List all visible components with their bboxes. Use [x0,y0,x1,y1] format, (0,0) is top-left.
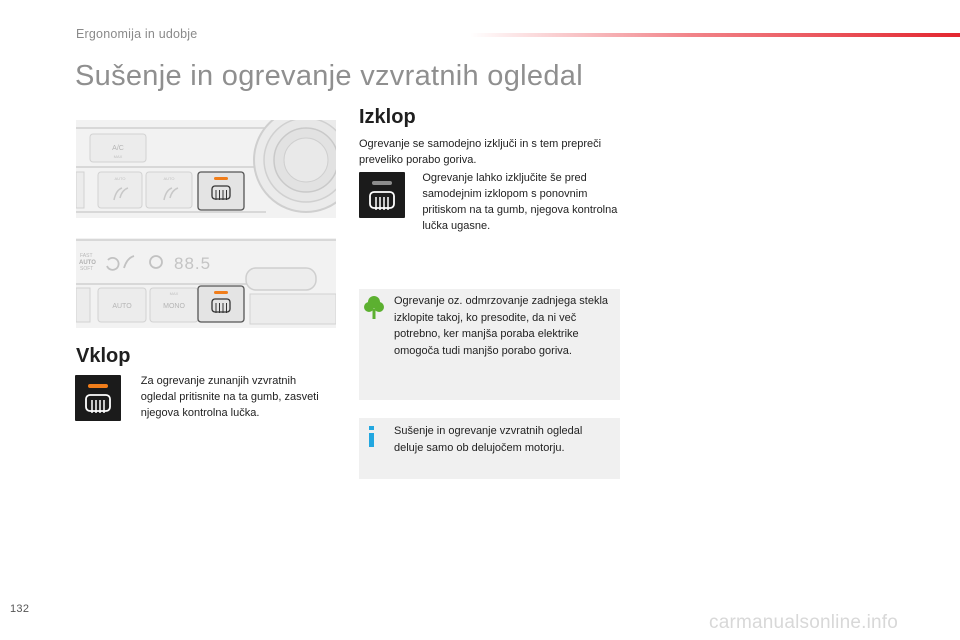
izklop-intro: Ogrevanje se samodejno izključi in s tem prepreči preveliko porabo goriva. [359,138,602,166]
izklop-instruction [417,170,622,234]
ac-button-label: A/C [112,145,124,152]
mono-button-sublabel: MAX [169,291,179,296]
mirror-defrost-icon [84,393,112,415]
vklop-instruction-text: Za ogrevanje zunanjih vzvratnih ogledal pritisnite na ta gumb, zasveti njegova kontrolna lučka. [140,375,319,419]
bullet-marker [134,373,141,421]
mirror-heating-button-off [359,172,405,218]
page-title: Sušenje in ogrevanje vzvratnih ogledal [75,60,583,92]
eco-note-text: Ogrevanje oz. odmrzovanje zadnjega stekla izklopite takoj, ko presodite, da ni več potrebno, ker manjša poraba elektrike omogoča tudi manjšo porabo goriva. [394,295,609,357]
header-rule [470,33,960,37]
izklop-instruction-text: Ogrevanje lahko izključite še pred samodejnim izklopom s ponovnim pritiskom na ta gumb, njegova kontrolna lučka ugasne. [422,172,618,232]
indicator-led-off [372,181,392,185]
heading-vklop: Vklop [76,345,131,367]
ac-button-sublabel: MAX [113,154,123,159]
seat-button-a-label: AUTO [114,176,126,181]
info-note [359,418,620,479]
seat-button-b-label: AUTO [163,176,175,181]
temperature-display: 88.5 [174,254,212,273]
heading-izklop: Izklop [359,106,416,128]
control-panel-illustration-bottom [76,238,336,328]
mode-label-fast: FAST [80,253,93,259]
mode-label-soft: SOFT [80,266,94,272]
mode-label-auto: AUTO [79,260,96,266]
section-header: Ergonomija in udobje [76,27,198,41]
page-number: 132 [10,603,30,615]
info-icon [364,424,380,450]
vklop-instruction [134,373,334,421]
mirror-heating-button-on [75,375,121,421]
info-note-text: Sušenje in ogrevanje vzvratnih ogledal deluje samo ob delujočem motorju. [394,425,583,454]
watermark: carmanualsonline.info [709,612,899,633]
indicator-led-on [88,384,108,388]
eco-tree-icon [364,295,384,321]
mirror-defrost-icon [368,190,396,212]
mono-button-label: MONO [163,303,185,310]
control-panel-illustration-top [76,120,336,218]
auto-button-label: AUTO [112,303,132,310]
eco-note [359,289,620,400]
